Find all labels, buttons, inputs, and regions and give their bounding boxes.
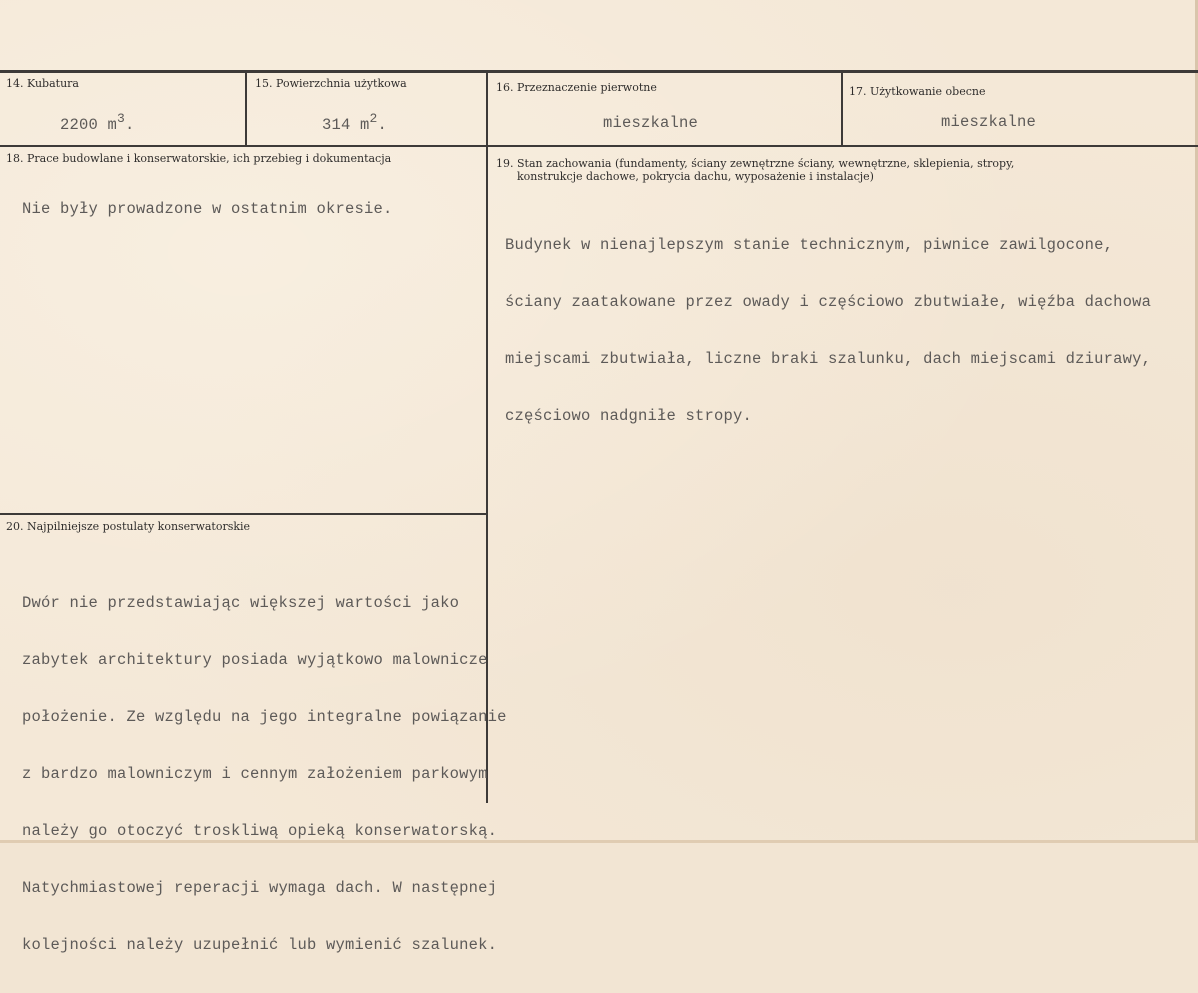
field-18-label: 18. Prace budowlane i konserwatorskie, ich przebieg i dokumentacja xyxy=(6,152,392,165)
field-17-label: 17. Użytkowanie obecne xyxy=(849,85,986,98)
field-19-label-line2: konstrukcje dachowe, pokrycia dachu, wyposażenie i instalacje) xyxy=(517,170,874,183)
divider-14-15 xyxy=(245,72,247,146)
field-14-value xyxy=(60,111,135,135)
field-15-value xyxy=(322,111,388,135)
field-19-line: częściowo nadgniłe stropy. xyxy=(505,407,753,425)
top-rule xyxy=(0,70,1198,73)
field-15-label: 15. Powierzchnia użytkowa xyxy=(255,77,407,90)
field18-bottom-rule xyxy=(0,513,487,515)
field-20-label: 20. Najpilniejsze postulaty konserwatorskie xyxy=(6,520,251,533)
field-14-number: 2200 m xyxy=(60,116,118,134)
field-19-line: ściany zaatakowane przez owady i częściowo zbutwiałe, więźba dachowa xyxy=(505,293,1152,311)
field-20-text xyxy=(22,556,507,993)
field-19-line: Budynek w nienajlepszym stanie technicznym, piwnice zawilgocone, xyxy=(505,236,1114,254)
field-20-line: Natychmiastowej reperacji wymaga dach. W następnej xyxy=(22,879,498,897)
field-18-value: Nie były prowadzone w ostatnim okresie. xyxy=(22,200,393,218)
field-17-value: mieszkalne xyxy=(941,113,1037,131)
field-14-label: 14. Kubatura xyxy=(6,77,79,90)
field-20-line: kolejności należy uzupełnić lub wymienić szalunek. xyxy=(22,936,498,954)
field-20-line: należy go otoczyć troskliwą opieką konserwatorską. xyxy=(22,822,498,840)
field-16-label: 16. Przeznaczenie pierwotne xyxy=(496,81,657,94)
field-19-line: miejscami zbutwiała, liczne braki szalunku, dach miejscami dziurawy, xyxy=(505,350,1152,368)
field-20-line: zabytek architektury posiada wyjątkowo malownicze xyxy=(22,651,488,669)
field-14-exponent: 3 xyxy=(117,111,126,126)
field-20-line: z bardzo malowniczym i cennym założeniem parkowym xyxy=(22,765,488,783)
field-20-line: Dwór nie przedstawiając większej wartości jako xyxy=(22,594,460,612)
field-14-suffix: . xyxy=(125,116,135,134)
field-16-value: mieszkalne xyxy=(603,114,699,132)
field-19-text xyxy=(505,198,1151,464)
field-19-label-line1: 19. Stan zachowania (fundamenty, ściany zewnętrzne ściany, wewnętrzne, sklepienia, stropy, xyxy=(496,157,1015,170)
field-15-number: 314 m xyxy=(322,116,370,134)
row1-bottom-rule xyxy=(0,145,1198,147)
divider-16-17 xyxy=(841,72,843,146)
field-15-exponent: 2 xyxy=(369,111,378,126)
field-20-line: położenie. Ze względu na jego integralne powiązanie xyxy=(22,708,507,726)
field-15-suffix: . xyxy=(377,116,388,134)
